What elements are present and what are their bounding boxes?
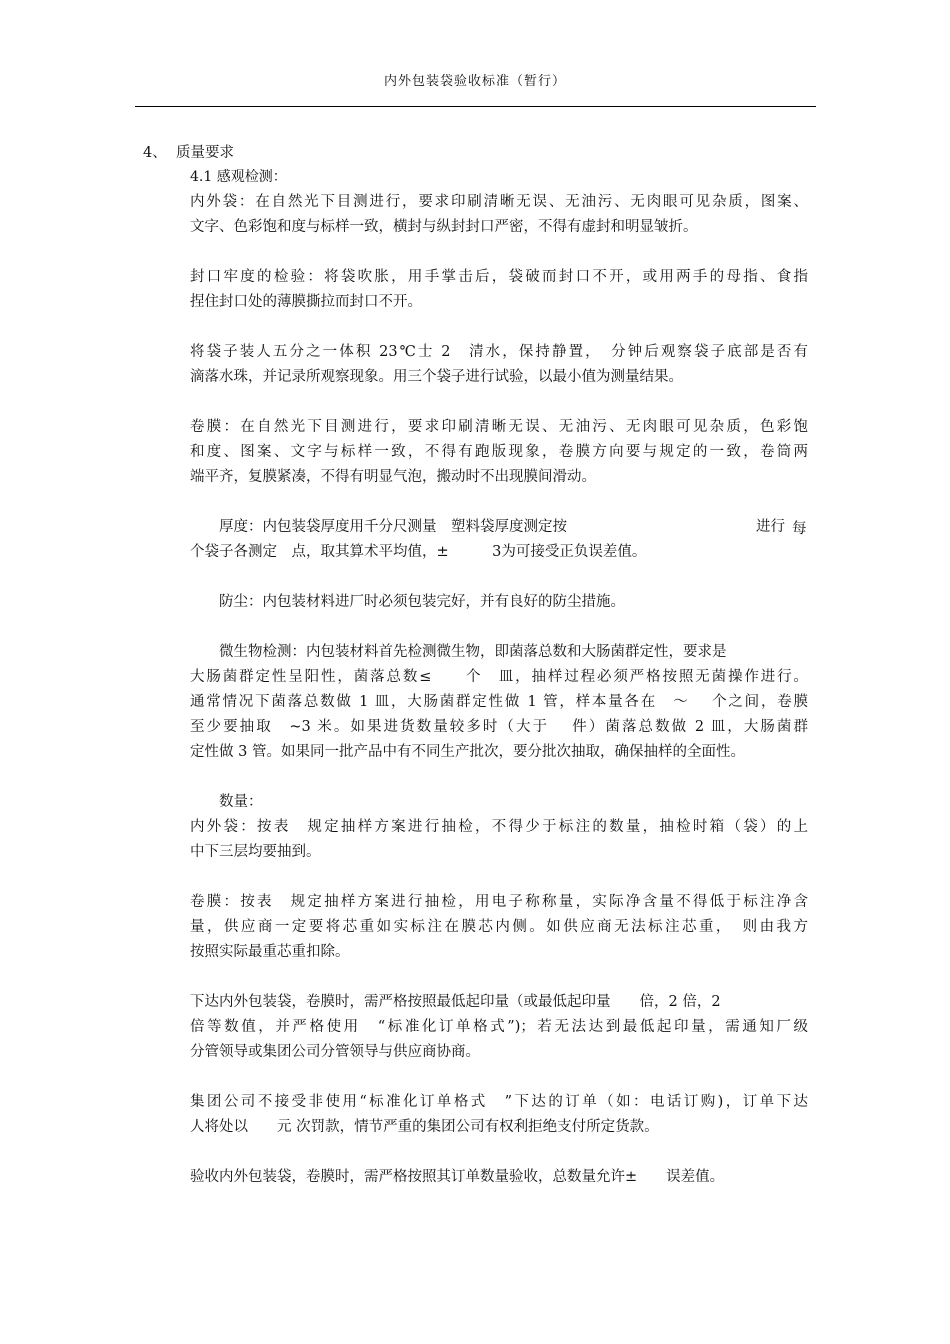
paragraph-line: 进行 (756, 519, 785, 535)
subsection-heading: 4.1 感观检测： (190, 169, 287, 185)
paragraph-line: 大肠菌群定性呈阳性，菌落总数≤ 个 皿，抽样过程必须严格按照无菌操作进行。 (190, 669, 808, 685)
section-heading (143, 143, 234, 163)
paragraph-line: 量，供应商一定要将芯重如实标注在膜芯内侧。如供应商无法标注芯重， 则由我方 (190, 919, 808, 935)
paragraph-line: 卷膜：在自然光下目测进行，要求印刷清晰无误、无油污、无肉眼可见杂质，色彩饱 (190, 419, 808, 435)
paragraph-line: 定性做 3 管。如果同一批产品中有不同生产批次，要分批次抽取，确保抽样的全面性。 (190, 744, 745, 760)
paragraph-line: 厚度：内包装袋厚度用千分尺测量 塑料袋厚度测定按 (219, 519, 567, 535)
paragraph-line: 至少要抽取 ~3 米。如果进货数量较多时（大于 件）菌落总数做 2 皿，大肠菌群 (190, 719, 808, 735)
page-header: 内外包装袋验收标准（暂行） (383, 74, 566, 89)
paragraph-line: 个袋子各测定 点，取其算术平均值，± 3为可接受正负误差值。 (190, 544, 647, 560)
paragraph-line: 微生物检测：内包装材料首先检测微生物，即菌落总数和大肠菌群定性，要求是 (219, 644, 727, 660)
section-title: 质量要求 (175, 145, 234, 161)
paragraph-line: 验收内外包装袋，卷膜时，需严格按照其订单数量验收，总数量允许± 误差值。 (190, 1169, 725, 1185)
paragraph-line: 滴落水珠，并记录所观察现象。用三个袋子进行试验，以最小值为测量结果。 (190, 369, 683, 385)
paragraph-line: 中下三层均要抽到。 (190, 844, 321, 860)
paragraph-line: 封口牢度的检验：将袋吹胀，用手掌击后，袋破而封口不开，或用两手的母指、食指 (190, 269, 808, 285)
paragraph-line: 将袋子装人五分之一体积 23℃士 2 清水，保持静置， 分钟后观察袋子底部是否有 (190, 344, 808, 360)
paragraph-line: 集团公司不接受非使用“标准化订单格式 ”下达的订单（如：电话订购)，订单下达 (190, 1094, 808, 1110)
paragraph-line: 倍等数值，并严格使用 “标准化订单格式”)；若无法达到最低起印量，需通知厂级 (190, 1019, 808, 1035)
paragraph-line: 分管领导或集团公司分管领导与供应商协商。 (190, 1044, 480, 1060)
section-number: 4、 (143, 145, 167, 161)
paragraph-line: 人将处以 元 次罚款，情节严重的集团公司有权利拒绝支付所定货款。 (190, 1119, 659, 1135)
paragraph-line: 和度、图案、文字与标样一致，不得有跑版现象，卷膜方向要与规定的一致，卷筒两 (190, 444, 808, 460)
header-rule (135, 106, 816, 107)
paragraph-line: 端平齐，复膜紧凑，不得有明显气泡，搬动时不出现膜间滑动。 (190, 469, 596, 485)
paragraph-line: 文字、色彩饱和度与标样一致，横封与纵封封口严密，不得有虚封和明显皱折。 (190, 219, 698, 235)
paragraph-line: 每 (792, 521, 807, 537)
paragraph-line: 内外袋：按表 规定抽样方案进行抽检，不得少于标注的数量，抽检时箱（袋）的上 (190, 819, 808, 835)
paragraph-line: 下达内外包装袋，卷膜时，需严格按照最低起印量（或最低起印量 倍，2 倍，2 (190, 994, 721, 1010)
paragraph-line: 通常情况下菌落总数做 1 皿，大肠菌群定性做 1 管，样本量各在 ～ 个之间，卷膜 (190, 694, 808, 710)
paragraph-line: 按照实际最重芯重扣除。 (190, 944, 350, 960)
paragraph-line: 防尘：内包装材料进厂时必须包装完好，并有良好的防尘措施。 (219, 594, 625, 610)
paragraph-line: 内外袋：在自然光下目测进行，要求印刷清晰无误、无油污、无肉眼可见杂质，图案、 (190, 194, 808, 210)
paragraph-line: 卷膜：按表 规定抽样方案进行抽检，用电子称称量，实际净含量不得低于标注净含 (190, 894, 808, 910)
paragraph-line: 捏住封口处的薄膜撕拉而封口不开。 (190, 294, 422, 310)
paragraph-line: 数量： (219, 794, 263, 810)
